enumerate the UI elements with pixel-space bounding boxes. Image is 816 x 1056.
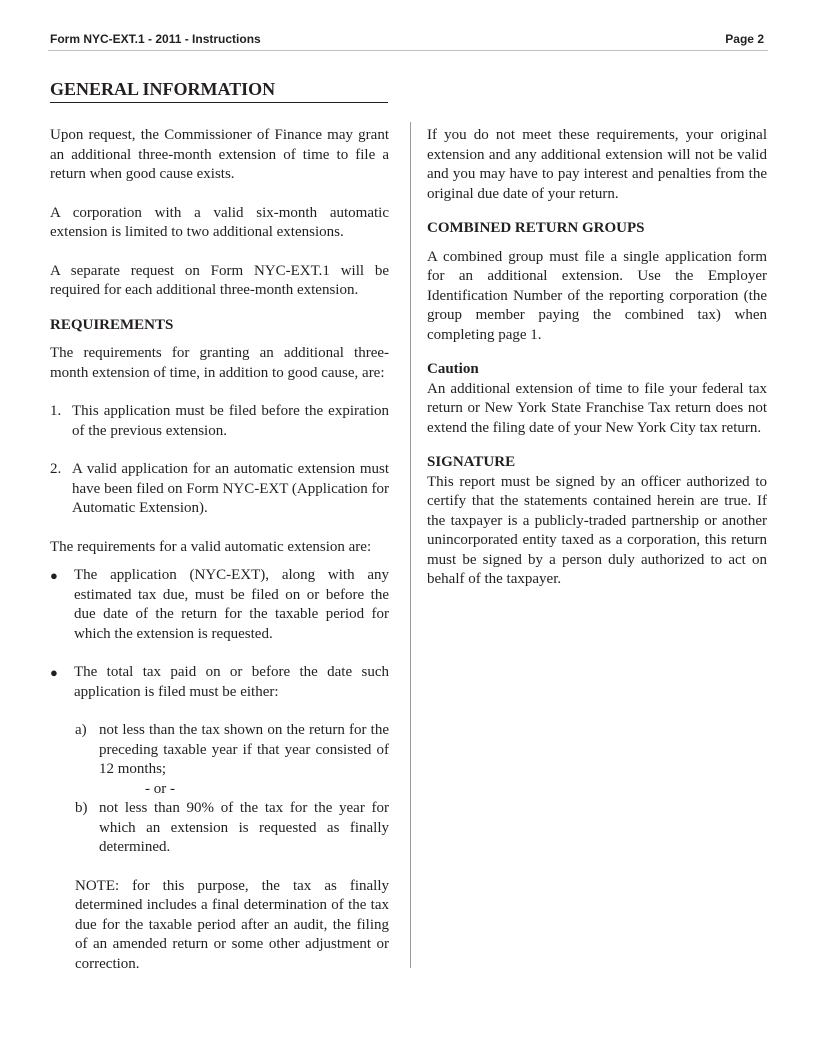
combined-return-heading: COMBINED RETURN GROUPS	[427, 220, 645, 236]
sub-item-a	[50, 721, 389, 780]
combined-return-text: A combined group must file a single application form for an additional extension. Use the Employer Identification Number of the reporting corporation (the group member paying the combined tax) when completing page 1.	[427, 248, 767, 343]
sub-item-text: not less than 90% of the tax for the year for which an extension is requested as finally determined.	[99, 800, 389, 855]
numbered-item	[50, 402, 389, 441]
numbered-item	[50, 460, 389, 519]
item-number: 2.	[50, 461, 62, 477]
requirements-heading: REQUIREMENTS	[50, 316, 174, 333]
bullet-item	[50, 663, 389, 702]
form-title: Form NYC-EXT.1 - 2011 - Instructions	[50, 32, 261, 46]
or-separator: - or -	[145, 780, 175, 797]
bullet-text: The total tax paid on or before the date such application is filed must be either:	[74, 664, 389, 700]
page-number: Page 2	[725, 32, 764, 46]
bullet-item	[50, 566, 389, 644]
valid-extension-intro: The requirements for a valid automatic extension are:	[50, 538, 372, 555]
signature-text: This report must be signed by an officer authorized to certify that the statements contained herein are true. If the taxpayer is a publicly-traded partnership or another unincorporated entity taxed as a corporation, this return must be signed by a person duly authorized to act on behalf of the taxpayer.	[427, 473, 767, 587]
sub-item-b	[50, 799, 389, 858]
header-divider	[48, 50, 768, 51]
left-column	[50, 126, 389, 974]
right-column	[427, 126, 767, 590]
sub-item-marker: b)	[75, 800, 88, 816]
requirements-consequence-paragraph: If you do not meet these requirements, your original extension and any additional extension will not be valid and you may have to pay interest and penalties from the original due date of your return.	[427, 127, 767, 202]
caution-heading: Caution	[427, 361, 479, 377]
bullet-icon: ●	[50, 665, 58, 680]
intro-paragraph: Upon request, the Commissioner of Finance may grant an additional three-month extension of time to file a return when good cause exists.	[50, 127, 389, 182]
bullet-icon: ●	[50, 568, 58, 583]
note-paragraph: NOTE: for this purpose, the tax as finally determined includes a final determination of the tax due for the taxable period after an audit, the filing of an amended return or some other adjustment or correction.	[75, 877, 389, 972]
extension-limit-paragraph: A corporation with a valid six-month automatic extension is limited to two additional extensions.	[50, 204, 389, 240]
item-text: This application must be filed before the expiration of the previous extension.	[72, 403, 389, 439]
sub-item-marker: a)	[75, 722, 87, 738]
column-divider	[410, 122, 411, 968]
sub-item-text: not less than the tax shown on the return for the preceding taxable year if that year consisted of 12 months;	[99, 722, 389, 777]
signature-heading: SIGNATURE	[427, 454, 516, 470]
requirements-intro: The requirements for granting an additional three-month extension of time, in addition to good cause, are:	[50, 345, 389, 381]
bullet-text: The application (NYC-EXT), along with any estimated tax due, must be filed on or before the due date of the return for the taxable period for which the extension is requested.	[74, 567, 389, 642]
item-text: A valid application for an automatic extension must have been filed on Form NYC-EXT (Application for Automatic Extension).	[72, 461, 389, 516]
separate-request-paragraph: A separate request on Form NYC-EXT.1 will be required for each additional three-month extension.	[50, 262, 389, 298]
item-number: 1.	[50, 403, 62, 419]
section-title: GENERAL INFORMATION	[50, 79, 388, 103]
caution-text: An additional extension of time to file your federal tax return or New York State Franchise Tax return does not extend the filing date of your New York City tax return.	[427, 380, 767, 436]
